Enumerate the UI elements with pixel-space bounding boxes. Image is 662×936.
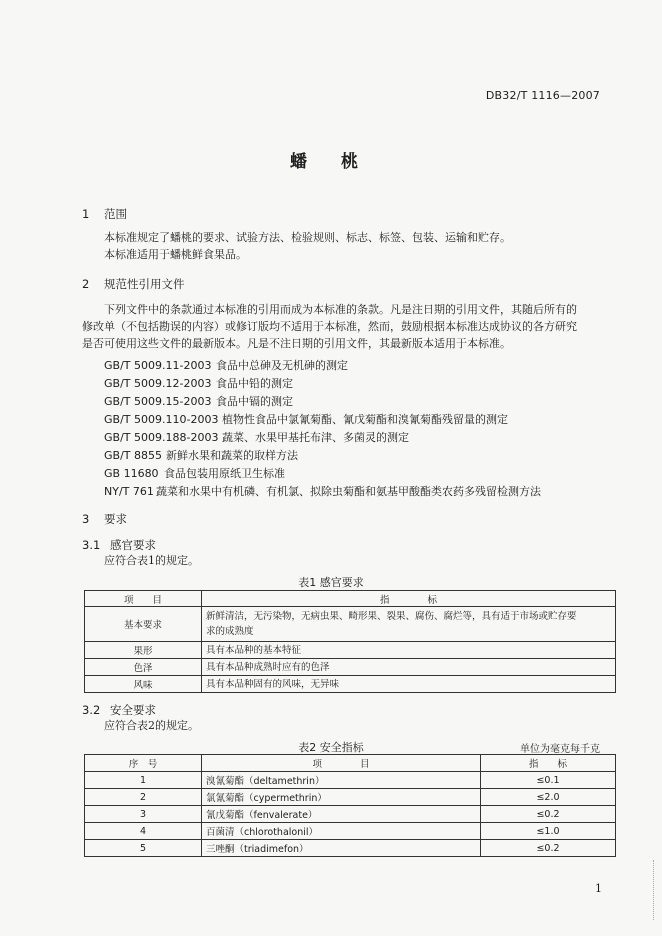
table-header-cell: 指 标 xyxy=(202,591,616,607)
reference-code: GB/T 5009.110-2003 xyxy=(104,413,219,426)
table-row xyxy=(85,823,616,840)
table-header-row xyxy=(85,755,616,772)
table-2-caption: 表2 安全指标 xyxy=(298,741,364,754)
reference-item xyxy=(104,447,298,463)
section-title: 范围 xyxy=(104,207,127,221)
table-cell-item: 三唑酮（triadimefon） xyxy=(202,840,481,857)
table-cell-no: 4 xyxy=(85,823,202,840)
reference-code: NY/T 761 xyxy=(104,485,154,498)
paragraph: 本标准适用于蟠桃鲜食果品。 xyxy=(104,248,247,261)
table-cell-item: 溴氰菊酯（deltamethrin） xyxy=(202,772,481,789)
table-header-cell: 指 标 xyxy=(481,755,616,772)
section-number: 2 xyxy=(82,277,90,291)
table-1-caption: 表1 感官要求 xyxy=(298,576,364,589)
paragraph: 修改单（不包括勘误的内容）或修订版均不适用于本标准，然而，鼓励根据本标准达成协议的各方研究 xyxy=(82,320,577,333)
table-header-cell: 项 目 xyxy=(85,591,202,607)
subsection-3-1-heading xyxy=(82,537,156,553)
table-row xyxy=(85,789,616,806)
indicator-line: 求的成熟度 xyxy=(206,626,254,637)
table-cell-value: ≤0.2 xyxy=(481,806,616,823)
table-header-cell: 项 目 xyxy=(202,755,481,772)
table-row xyxy=(85,772,616,789)
table-row xyxy=(85,840,616,857)
reference-item xyxy=(104,429,409,445)
reference-title: 食品中镉的测定 xyxy=(216,395,293,408)
paragraph: 应符合表2的规定。 xyxy=(104,719,199,732)
scan-edge-divider xyxy=(653,860,656,920)
reference-code: GB/T 5009.11-2003 xyxy=(104,359,212,372)
reference-item xyxy=(104,393,293,409)
subsection-3-2-heading xyxy=(82,702,156,718)
reference-item xyxy=(104,411,508,427)
reference-code: GB/T 5009.12-2003 xyxy=(104,377,212,390)
reference-item xyxy=(104,357,348,373)
table-cell-value: ≤1.0 xyxy=(481,823,616,840)
reference-title: 蔬菜、水果甲基托布津、多菌灵的测定 xyxy=(222,431,409,444)
reference-title: 食品中铅的测定 xyxy=(216,377,293,390)
reference-item xyxy=(104,375,293,391)
table-cell-indicator: 具有本品种固有的风味，无异味 xyxy=(202,676,616,693)
section-1-heading xyxy=(82,206,127,222)
table-cell-indicator xyxy=(202,607,616,642)
paragraph: 本标准规定了蟠桃的要求、试验方法、检验规则、标志、标签、包装、运输和贮存。 xyxy=(104,231,511,244)
section-number: 1 xyxy=(82,207,90,221)
table-2 xyxy=(84,754,616,857)
reference-code: GB/T 5009.15-2003 xyxy=(104,395,212,408)
paragraph: 应符合表1的规定。 xyxy=(104,554,199,567)
subsection-number: 3.1 xyxy=(82,538,101,552)
table-cell-item: 色泽 xyxy=(85,659,202,676)
table-cell-no: 3 xyxy=(85,806,202,823)
subsection-title: 安全要求 xyxy=(110,703,156,717)
table-cell-indicator: 具有本品种的基本特征 xyxy=(202,642,616,659)
reference-code: GB/T 8855 xyxy=(104,449,162,462)
reference-title: 植物性食品中氯氰菊酯、氰戊菊酯和溴氰菊酯残留量的测定 xyxy=(222,413,508,426)
reference-code: GB/T 5009.188-2003 xyxy=(104,431,219,444)
reference-title: 蔬菜和水果中有机磷、有机氯、拟除虫菊酯和氨基甲酸酯类农药多残留检测方法 xyxy=(156,485,541,498)
table-cell-item: 果形 xyxy=(85,642,202,659)
reference-title: 食品包装用原纸卫生标准 xyxy=(164,467,285,480)
table-cell-item: 基本要求 xyxy=(85,607,202,642)
standard-code: DB32/T 1116—2007 xyxy=(485,89,600,102)
table-cell-item: 氰戊菊酯（fenvalerate） xyxy=(202,806,481,823)
table-cell-value: ≤0.2 xyxy=(481,840,616,857)
table-cell-item: 氯氰菊酯（cypermethrin） xyxy=(202,789,481,806)
table-cell-no: 2 xyxy=(85,789,202,806)
section-number: 3 xyxy=(82,512,90,526)
table-row xyxy=(85,607,616,642)
table-row xyxy=(85,659,616,676)
table-cell-value: ≤0.1 xyxy=(481,772,616,789)
section-title: 规范性引用文件 xyxy=(104,277,185,291)
reference-title: 食品中总砷及无机砷的测定 xyxy=(216,359,348,372)
table-row xyxy=(85,806,616,823)
paragraph: 是否可使用这些文件的最新版本。凡是不注日期的引用文件，其最新版本适用于本标准。 xyxy=(82,337,511,350)
subsection-title: 感官要求 xyxy=(110,538,156,552)
section-2-heading xyxy=(82,276,185,292)
table-cell-indicator: 具有本品种成熟时应有的色泽 xyxy=(202,659,616,676)
table-row xyxy=(85,676,616,693)
document-title: 蟠 桃 xyxy=(290,152,372,172)
table-cell-value: ≤2.0 xyxy=(481,789,616,806)
section-3-heading xyxy=(82,511,127,527)
reference-item xyxy=(104,465,285,481)
table-cell-no: 5 xyxy=(85,840,202,857)
table-cell-item: 百菌清（chlorothalonil） xyxy=(202,823,481,840)
section-title: 要求 xyxy=(104,512,127,526)
page-number: 1 xyxy=(595,882,602,895)
table-cell-item: 风味 xyxy=(85,676,202,693)
subsection-number: 3.2 xyxy=(82,703,101,717)
reference-title: 新鲜水果和蔬菜的取样方法 xyxy=(166,449,298,462)
table-row xyxy=(85,642,616,659)
reference-code: GB 11680 xyxy=(104,467,159,480)
table-2-unit: 单位为毫克每千克 xyxy=(520,744,600,755)
table-header-cell: 序 号 xyxy=(85,755,202,772)
paragraph: 下列文件中的条款通过本标准的引用而成为本标准的条款。凡是注日期的引用文件，其随后所有的 xyxy=(104,303,577,316)
table-header-row xyxy=(85,591,616,607)
table-cell-no: 1 xyxy=(85,772,202,789)
table-1 xyxy=(84,590,616,693)
indicator-line: 新鲜清洁，无污染物，无病虫果、畸形果、裂果、腐伤、腐烂等，具有适于市场或贮存要 xyxy=(206,611,577,622)
reference-item xyxy=(104,483,541,499)
